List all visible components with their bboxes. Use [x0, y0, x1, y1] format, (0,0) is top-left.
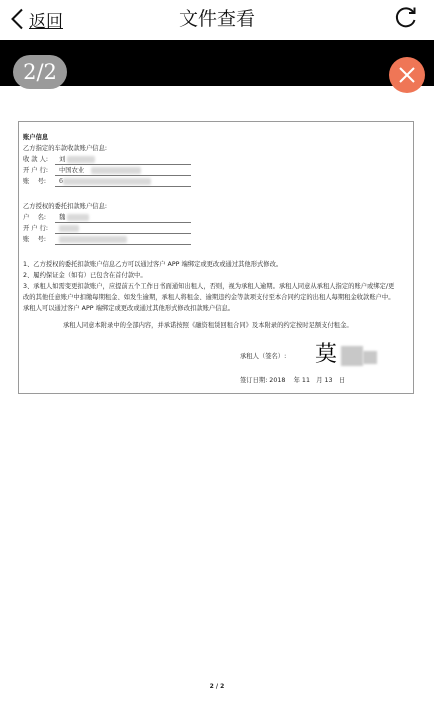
redaction-blur: [63, 178, 151, 185]
redaction-blur: [67, 156, 95, 163]
signature-label: 承租人（签名）:: [240, 353, 287, 360]
field-underline: [55, 233, 191, 234]
debit-name-value: 魏: [59, 214, 66, 221]
receive-account-label: 账 号:: [23, 178, 47, 185]
section-title: 账户信息: [23, 134, 49, 141]
receive-payee-value: 刘: [59, 156, 66, 163]
close-icon: [397, 65, 417, 85]
debit-name-label: 户 名:: [23, 214, 47, 221]
page-title: 文件查看: [178, 8, 255, 30]
clause-2: 2、履约保证金（如有）已包含在首付款中。: [23, 272, 147, 279]
debit-bank-label: 开 户 行:: [23, 225, 49, 232]
refresh-button[interactable]: [394, 5, 418, 29]
close-viewer-button[interactable]: [389, 57, 425, 93]
debit-account-heading: 乙方授权的委托扣款账户信息:: [23, 203, 107, 210]
field-underline: [55, 222, 191, 223]
redaction-blur: [91, 167, 141, 174]
redaction-blur: [59, 225, 79, 232]
field-underline: [55, 186, 191, 187]
clause-4: 承租人可以通过客户 APP 端绑定或更改或通过其他形式修改扣款账户信息。: [23, 305, 235, 312]
signature-blur: [341, 346, 363, 366]
document-page: [18, 121, 414, 394]
top-nav-bar: [0, 0, 434, 40]
page-indicator: 2/2: [13, 55, 67, 89]
footer-page-number: 2 / 2: [209, 683, 225, 690]
redaction-blur: [59, 236, 127, 243]
back-label: 返回: [29, 11, 63, 32]
debit-account-label: 账 号:: [23, 236, 47, 243]
field-underline: [55, 164, 191, 165]
receive-bank-label: 开 户 行:: [23, 167, 49, 174]
clause-3: 3、承租人如需变更扣款账户，应提前五个工作日书面通知出租人，否则，视为承租人逾期。承租人同意从承租人指定的账户或绑定/更: [23, 283, 395, 290]
receive-bank-value: 中国农业: [59, 167, 85, 174]
clause-3-continued: 改的其他任意账户中扣缴每期租金、如发生逾期，承租人将租金、逾期违约金等款项支付至本合同约定的出租人每期租金收款账户中。: [23, 294, 395, 301]
signing-date: 签订日期: 2018 年 11 月 13 日: [240, 377, 346, 384]
receive-account-value: 6: [59, 178, 64, 185]
receive-account-heading: 乙方指定的车款收款账户信息:: [23, 145, 107, 152]
handwritten-signature: 莫: [315, 342, 338, 367]
field-underline: [55, 244, 191, 245]
redaction-blur: [67, 214, 89, 221]
signature-blur: [363, 351, 377, 364]
agreement-statement: 承租人同意本附录中的全部内容，并承诺按照《融资租赁回租合同》及本附录的约定按时足额支付租金。: [63, 322, 353, 329]
field-underline: [55, 175, 191, 176]
clause-1: 1、乙方授权的委托扣款账户信息乙方可以通过客户 APP 端绑定或更改或通过其他形式修改。: [23, 261, 283, 268]
refresh-icon: [394, 5, 418, 29]
receive-payee-label: 收 款 人:: [23, 156, 49, 163]
